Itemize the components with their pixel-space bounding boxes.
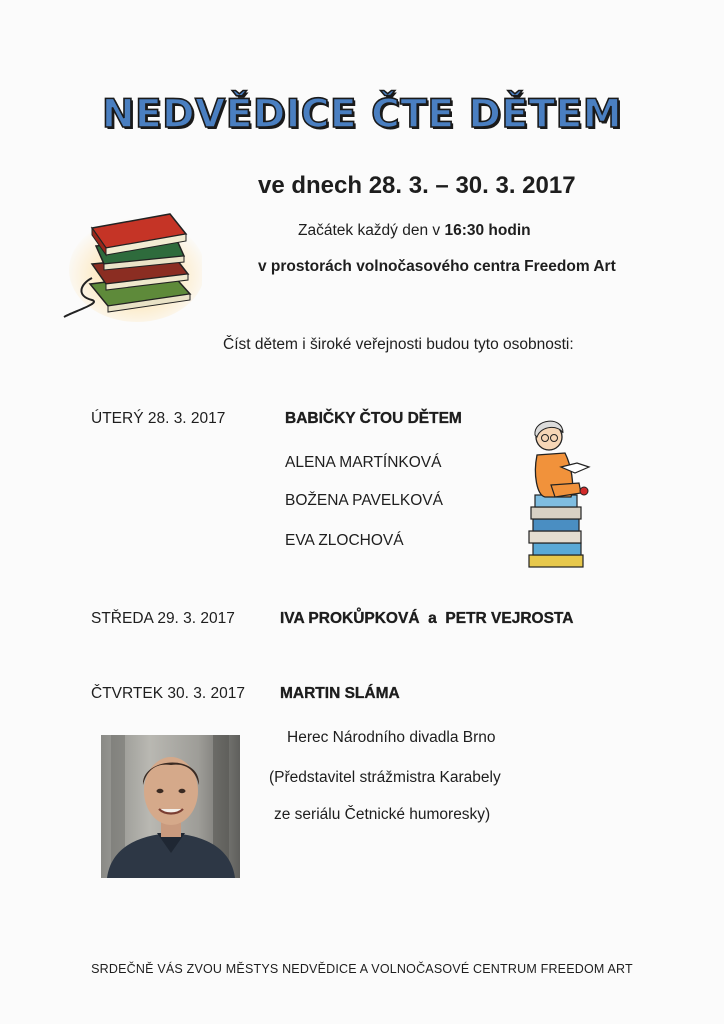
footer-invitation: SRDEČNĚ VÁS ZVOU MĚSTYS NEDVĚDICE A VOLNOČASOVÉ CENTRUM FREEDOM ART: [91, 962, 633, 976]
day-tuesday: ÚTERÝ 28. 3. 2017: [91, 410, 226, 427]
headline-wednesday: [280, 610, 573, 628]
reader-description: (Představitel strážmistra Karabely: [269, 769, 501, 786]
reader-name: ALENA MARTÍNKOVÁ: [285, 454, 442, 471]
event-dates: ve dnech 28. 3. – 30. 3. 2017: [258, 172, 576, 199]
start-time: 16:30 hodin: [444, 222, 531, 239]
day-wednesday: STŘEDA 29. 3. 2017: [91, 610, 235, 627]
grandma-reading-icon: [515, 405, 605, 575]
poster-title: NEDVĚDICE ČTE DĚTEM: [101, 92, 623, 137]
portrait-photo: [101, 735, 240, 878]
headline-thursday: MARTIN SLÁMA: [280, 685, 400, 702]
book-stack-icon: [62, 200, 202, 325]
reader-description: Herec Národního divadla Brno: [287, 729, 496, 746]
reader-name: PETR VEJROSTA: [445, 610, 574, 627]
start-time-prefix: Začátek každý den v: [298, 222, 445, 239]
day-thursday: ČTVRTEK 30. 3. 2017: [91, 685, 245, 702]
event-place: v prostorách volnočasového centra Freedom Art: [258, 258, 616, 275]
intro-text: Číst dětem i široké veřejnosti budou tyto osobnosti:: [223, 336, 574, 353]
start-time-line: [298, 222, 531, 240]
reader-description: ze seriálu Četnické humoresky): [274, 806, 491, 823]
reader-name: IVA PROKŮPKOVÁ: [280, 610, 420, 627]
joiner-text: a: [428, 610, 437, 627]
reader-name: BOŽENA PAVELKOVÁ: [285, 492, 443, 509]
headline-tuesday: BABIČKY ČTOU DĚTEM: [285, 410, 462, 427]
reader-name: EVA ZLOCHOVÁ: [285, 532, 404, 549]
